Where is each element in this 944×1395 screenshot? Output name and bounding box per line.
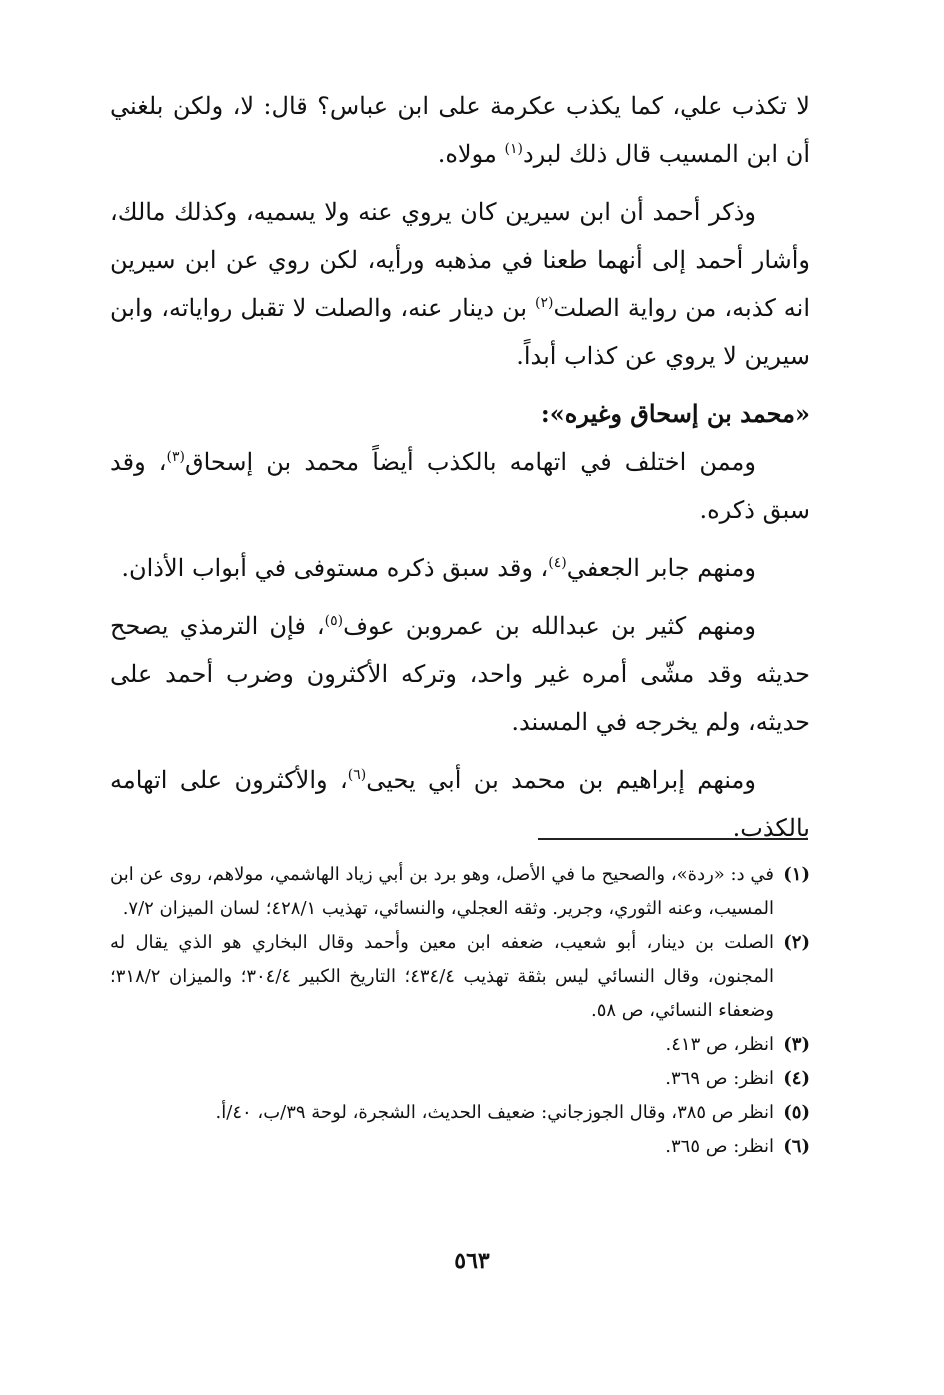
footnote-3	[110, 1028, 810, 1062]
paragraph-3-text: وممن اختلف في اتهامه بالكذب أيضاً محمد بن إسحاق	[184, 448, 756, 476]
paragraph-2	[110, 188, 810, 380]
footnotes	[110, 858, 810, 1164]
footnote-text: انظر ص ٣٨٥، وقال الجوزجاني: ضعيف الحديث، الشجرة، لوحة ٣٩/ب، ٤٠/أ.	[215, 1102, 774, 1123]
footnote-divider	[538, 838, 808, 840]
paragraph-1	[110, 82, 810, 178]
footnote-number: (٦)	[783, 1136, 810, 1157]
footnote-number: (١)	[783, 864, 810, 885]
footnote-4	[110, 1062, 810, 1096]
paragraph-4-text: ومنهم جابر الجعفي	[566, 554, 756, 582]
footnote-ref-2[interactable]: (٢)	[535, 295, 554, 311]
footnote-text: انظر: ص ٣٦٩.	[665, 1068, 774, 1089]
paragraph-4	[110, 544, 810, 592]
footnote-6	[110, 1130, 810, 1164]
footnote-text: انظر: ص ٣٦٥.	[665, 1136, 774, 1157]
paragraph-6-text: ومنهم إبراهيم بن محمد بن أبي يحيى	[366, 766, 756, 794]
paragraph-3	[110, 438, 810, 534]
paragraph-6-end: ، والأكثرون على اتهامه بالكذب.	[110, 766, 810, 842]
footnote-ref-1[interactable]: (١)	[504, 141, 523, 157]
paragraph-5-end: ، فإن الترمذي يصحح حديثه وقد مشّى أمره غير واحد، وتركه الأكثرون وضرب أحمد على حديثه، ولم يخرجه في المسند.	[110, 612, 810, 736]
paragraph-5-text: ومنهم كثير بن عبدالله بن عمروبن عوف	[343, 612, 756, 640]
footnote-text: في د: «ردة»، والصحيح ما في الأصل، وهو برد بن أبي زياد الهاشمي، مولاهم، روى عن ابن المسيب، وعنه الثوري، وجرير. وثقه العجلي، والنسائي، تهذيب ٤٢٨/١؛ لسان الميزان ٧/٢.	[110, 864, 774, 919]
footnote-ref-3[interactable]: (٣)	[166, 449, 185, 465]
footnote-number: (٤)	[783, 1068, 810, 1089]
footnote-ref-6[interactable]: (٦)	[347, 767, 367, 783]
footnote-text: انظر، ص ٤١٣.	[665, 1034, 774, 1055]
footnote-1	[110, 858, 810, 926]
footnote-number: (٥)	[783, 1102, 810, 1123]
paragraph-4-end: ، وقد سبق ذكره مستوفى في أبواب الأذان.	[121, 554, 549, 582]
paragraph-1-text: لا تكذب علي، كما يكذب عكرمة على ابن عباس؟ قال: لا، ولكن بلغني أن ابن المسيب قال ذلك لبرد	[110, 92, 810, 168]
paragraph-3-end: ، وقد سبق ذكره.	[110, 448, 810, 524]
page-number: ٥٦٣	[454, 1248, 490, 1274]
footnote-5	[110, 1096, 810, 1130]
footnote-text: الصلت بن دينار، أبو شعيب، ضعفه ابن معين وأحمد وقال البخاري هو الذي يقال له المجنون، وقال النسائي ليس بثقة تهذيب ٤٣٤/٤؛ التاريخ الكبير ٣٠٤/٤؛ والميزان ٣١٨/٢؛ وضعفاء النسائي، ص ٥٨.	[110, 932, 774, 1021]
paragraph-1-end: مولاه.	[437, 140, 505, 168]
section-heading: «محمد بن إسحاق وغيره»:	[540, 399, 810, 428]
paragraph-2-text: وذكر أحمد أن ابن سيرين كان يروي عنه ولا يسميه، وكذلك مالك، وأشار أحمد إلى أنهما طعنا في مذهبه ورأيه، لكن روي عن ابن سيرين انه كذبه، من رواية الصلت	[110, 198, 810, 322]
main-text	[110, 82, 810, 852]
footnote-ref-5[interactable]: (٥)	[324, 613, 344, 629]
footnote-ref-4[interactable]: (٤)	[548, 555, 567, 571]
footnote-number: (٣)	[783, 1034, 810, 1055]
paragraph-2-end: بن دينار عنه، والصلت لا تقبل رواياته، وابن سيرين لا يروي عن كذاب أبداً.	[110, 294, 810, 370]
paragraph-5	[110, 602, 810, 746]
footnote-number: (٢)	[783, 932, 810, 953]
footnote-2	[110, 926, 810, 1028]
